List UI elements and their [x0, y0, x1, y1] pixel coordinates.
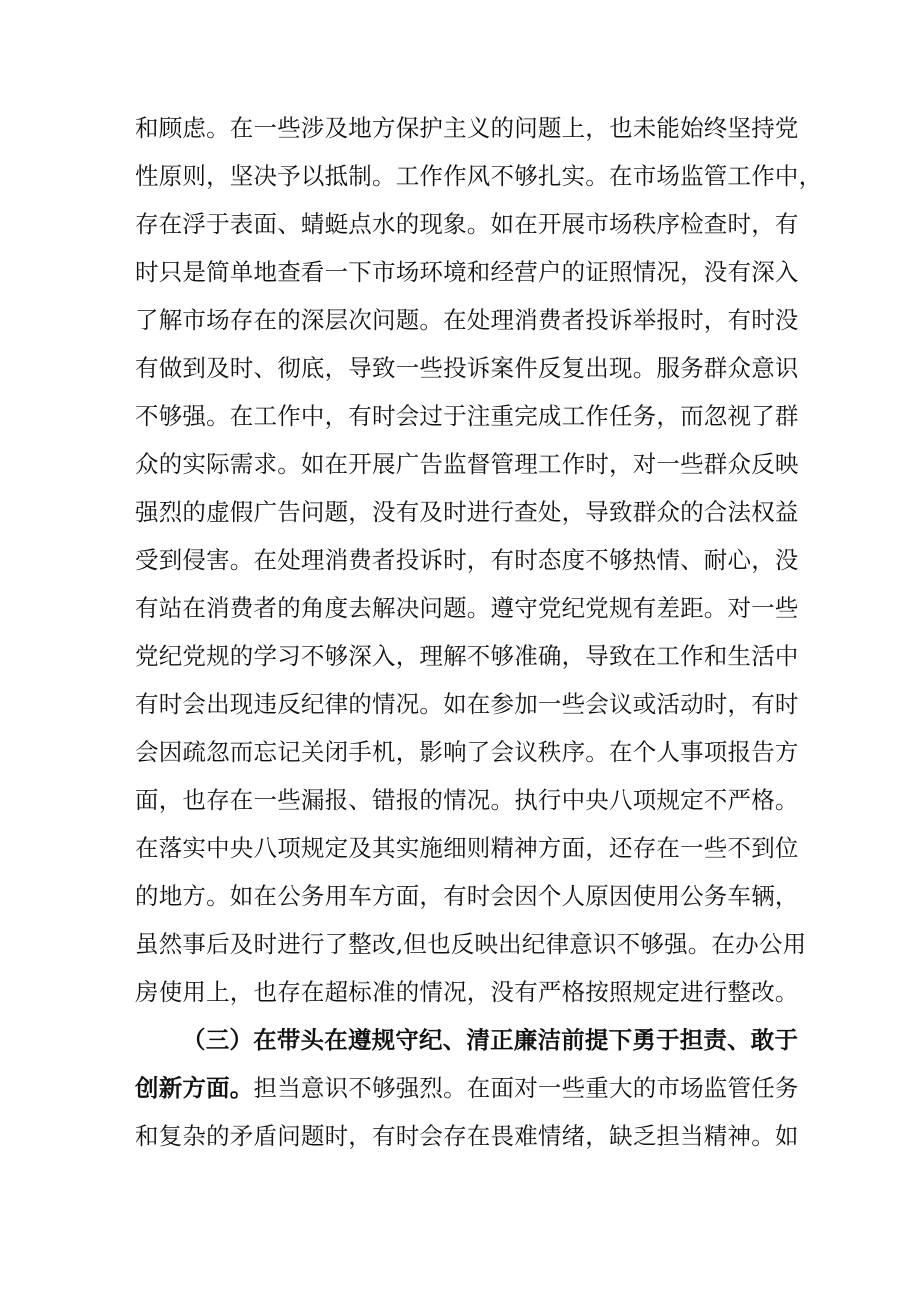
body-line-16: 在落实中央八项规定及其实施细则精神方面，还存在一些不到位	[135, 834, 799, 862]
body-line-3: 存在浮于表面、蜻蜓点水的现象。如在开展市场秩序检查时，有	[135, 210, 799, 238]
body-line-10: 受到侵害。在处理消费者投诉时，有时态度不够热情、耐心，没	[135, 546, 799, 574]
body-line-4: 时只是简单地查看一下市场环境和经营户的证照情况，没有深入	[135, 258, 799, 286]
body-line-11: 有站在消费者的角度去解决问题。遵守党纪党规有差距。对一些	[135, 594, 799, 622]
body-line-17: 的地方。如在公务用车方面，有时会因个人原因使用公务车辆，	[135, 882, 799, 910]
body-line-7: 不够强。在工作中，有时会过于注重完成工作任务，而忽视了群	[135, 402, 799, 430]
body-line-18: 虽然事后及时进行了整改,但也反映出纪律意识不够强。在办公用	[135, 930, 807, 958]
body-line-9: 强烈的虚假广告问题，没有及时进行查处，导致群众的合法权益	[135, 498, 799, 526]
body-line-12: 党纪党规的学习不够深入，理解不够准确，导致在工作和生活中	[135, 642, 799, 670]
section-3-line-2-text: 担当意识不够强烈。在面对一些重大的市场监管任务	[253, 1074, 799, 1102]
section-3-line-2	[135, 1068, 799, 1108]
body-line-14: 会因疏忽而忘记关闭手机，影响了会议秩序。在个人事项报告方	[135, 738, 799, 766]
body-line-15: 面，也存在一些漏报、错报的情况。执行中央八项规定不严格。	[135, 786, 799, 814]
body-line-19: 房使用上，也存在超标准的情况，没有严格按照规定进行整改。	[135, 978, 799, 1006]
body-line-5: 了解市场存在的深层次问题。在处理消费者投诉举报时，有时没	[135, 306, 799, 334]
body-line-1: 和顾虑。在一些涉及地方保护主义的问题上，也未能始终坚持党	[135, 114, 799, 142]
body-line-2: 性原则，坚决予以抵制。工作作风不够扎实。在市场监管工作中，	[135, 162, 823, 190]
section-heading-3: （三）在带头在遵规守纪、清正廉洁前提下勇于担责、敢于	[182, 1026, 799, 1054]
body-line-8: 众的实际需求。如在开展广告监督管理工作时，对一些群众反映	[135, 450, 799, 478]
section-3-line-3: 和复杂的矛盾问题时，有时会存在畏难情绪，缺乏担当精神。如	[135, 1122, 799, 1150]
section-heading-3-continued: 创新方面。	[135, 1074, 254, 1102]
body-line-6: 有做到及时、彻底，导致一些投诉案件反复出现。服务群众意识	[135, 354, 799, 382]
body-line-13: 有时会出现违反纪律的情况。如在参加一些会议或活动时，有时	[135, 690, 799, 718]
